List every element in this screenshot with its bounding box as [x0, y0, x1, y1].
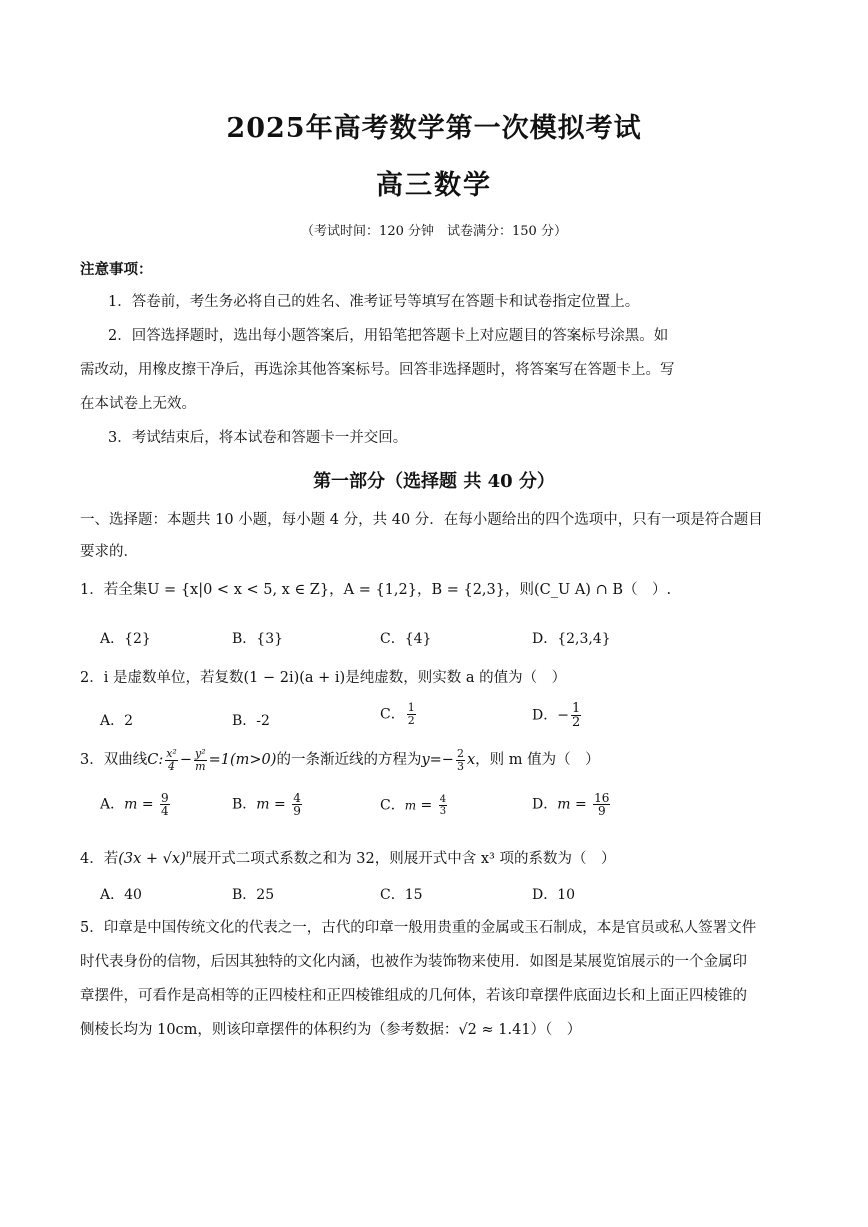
- q4-stem-post: 展开式二项式系数之和为 32，则展开式中含 x³ 项的系数为（ ）: [192, 850, 616, 867]
- exam-info: （考试时间：120 分钟 试卷满分：150 分）: [301, 224, 567, 239]
- q1-option-d: D．{2,3,4}: [532, 631, 611, 647]
- q2-d-numerator: 1: [571, 701, 581, 716]
- q3-option-a: A．m = $\frac{9}{4}$: [100, 791, 169, 818]
- q3-option-c-label: C．: [380, 797, 405, 814]
- exam-subtitle: 高三数学: [376, 170, 492, 201]
- q2-option-d-fraction: [571, 702, 581, 729]
- q4-stem: [80, 845, 615, 869]
- q2-option-d: [532, 702, 583, 729]
- section-instruction-a: 一、选择题：本题共 10 小题，每小题 4 分，共 40 分．在每小题给出的四个选项中，只有一项是符合题目: [80, 512, 763, 528]
- q2-d-denominator: 2: [571, 715, 581, 730]
- q4-option-b: B．25: [232, 887, 275, 903]
- q2-option-d-label: D．−: [532, 707, 569, 724]
- q3-stem-end: ，则 m 值为（ ）: [475, 752, 600, 768]
- q5-line-1: 5．印章是中国传统文化的代表之一，古代的印章一般用贵重的金属或玉石制成，本是官员或私人签署文件: [80, 920, 757, 936]
- q2-option-c-fraction: [407, 702, 416, 727]
- q3-stem-pre: 3．双曲线: [80, 752, 148, 768]
- q1-option-b: B．{3}: [232, 631, 284, 647]
- q3-hyperbola-eq: C: $\frac{\text{x²}}{4}$ − $\frac{\text{y²}}{m}$ =1(m>0): [147, 746, 277, 773]
- q3-d-denominator: 9: [597, 804, 606, 818]
- q1-option-c: C．{4}: [380, 631, 432, 647]
- q3-option-d-label: D．: [532, 796, 558, 813]
- q4-option-c: C．15: [380, 887, 423, 903]
- q3-c-numerator: 4: [439, 794, 447, 805]
- q4-binomial-expr: $(3x + √x)^n$: [118, 849, 193, 867]
- q4-option-d: D．10: [532, 887, 576, 903]
- section-title: 第一部分（选择题 共 40 分）: [313, 471, 555, 492]
- q3-c-denominator: 3: [439, 806, 447, 817]
- q3-option-d: D．m = $\frac{16}{9}$: [532, 791, 610, 818]
- q3-b-denominator: 9: [293, 804, 301, 818]
- q3-stem-post: 的一条渐近线的方程为: [276, 752, 422, 768]
- q1-option-a: A．{2}: [100, 631, 151, 647]
- q3-b-numerator: 4: [293, 791, 301, 805]
- notice-item-2a: 2．回答选择题时，选出每小题答案后，用铅笔把答题卡上对应题目的答案标号涂黑。如: [108, 328, 669, 344]
- q2-c-denominator: 2: [407, 714, 415, 727]
- notice-item-3: 3．考试结束后，将本试卷和答题卡一并交回。: [108, 430, 408, 446]
- q3-stem: [80, 746, 600, 774]
- q5-line-3: 章摆件，可看作是高相等的正四棱柱和正四棱锥组成的几何体，若该印章摆件底面边长和上面正四棱锥的: [80, 988, 747, 1004]
- notice-item-1: 1．答卷前，考生务必将自己的姓名、准考证号等填写在答题卡和试卷指定位置上。: [108, 294, 640, 310]
- q5-line-4: 侧棱长均为 10cm，则该印章摆件的体积约为（参考数据：√2 ≈ 1.41）（ ）: [80, 1022, 582, 1038]
- q3-option-c: C．m = $\frac{4}{3}$: [380, 794, 447, 817]
- q4-option-a: A．40: [100, 887, 142, 903]
- q3-a-numerator: 9: [161, 791, 169, 805]
- section-instruction-b: 要求的．: [80, 544, 138, 560]
- q3-a-denominator: 4: [161, 804, 169, 818]
- q3-option-b-label: B．: [232, 796, 257, 813]
- q5-line-2: 时代表身份的信物，后因其独特的文化内涵，也被作为装饰物来使用．如图是某展览馆展示的一个金属印: [80, 954, 747, 970]
- q2-option-c: [380, 702, 418, 727]
- q1-stem: 1．若全集U = {x|0 < x < 5, x ∈ Z}，A = {1,2}，B = {2,3}，则(C_U A) ∩ B（ ）.: [80, 582, 672, 598]
- notice-heading: 注意事项：: [80, 261, 153, 278]
- notice-item-2c: 在本试卷上无效。: [80, 396, 196, 412]
- q2-option-a: A．2: [100, 713, 134, 729]
- q2-stem: 2．i 是虚数单位，若复数(1 − 2i)(a + i)是纯虚数，则实数 a 的值为（ ）: [80, 670, 567, 686]
- q3-asymptote-eq: y=− $\frac{2}{3}$ x: [421, 746, 476, 773]
- q2-c-numerator: 1: [407, 701, 415, 714]
- q3-d-numerator: 16: [594, 791, 610, 805]
- exam-title: 2025年高考数学第一次模拟考试: [226, 113, 642, 144]
- q2-option-c-label: C．: [380, 706, 405, 723]
- q2-option-b: B．-2: [232, 713, 270, 729]
- q3-option-a-label: A．: [100, 796, 125, 813]
- q4-stem-pre: 4．若: [80, 850, 119, 867]
- notice-item-2b: 需改动，用橡皮擦干净后，再选涂其他答案标号。回答非选择题时，将答案写在答题卡上。写: [80, 362, 675, 378]
- q3-option-b: B．m = $\frac{4}{9}$: [232, 791, 301, 818]
